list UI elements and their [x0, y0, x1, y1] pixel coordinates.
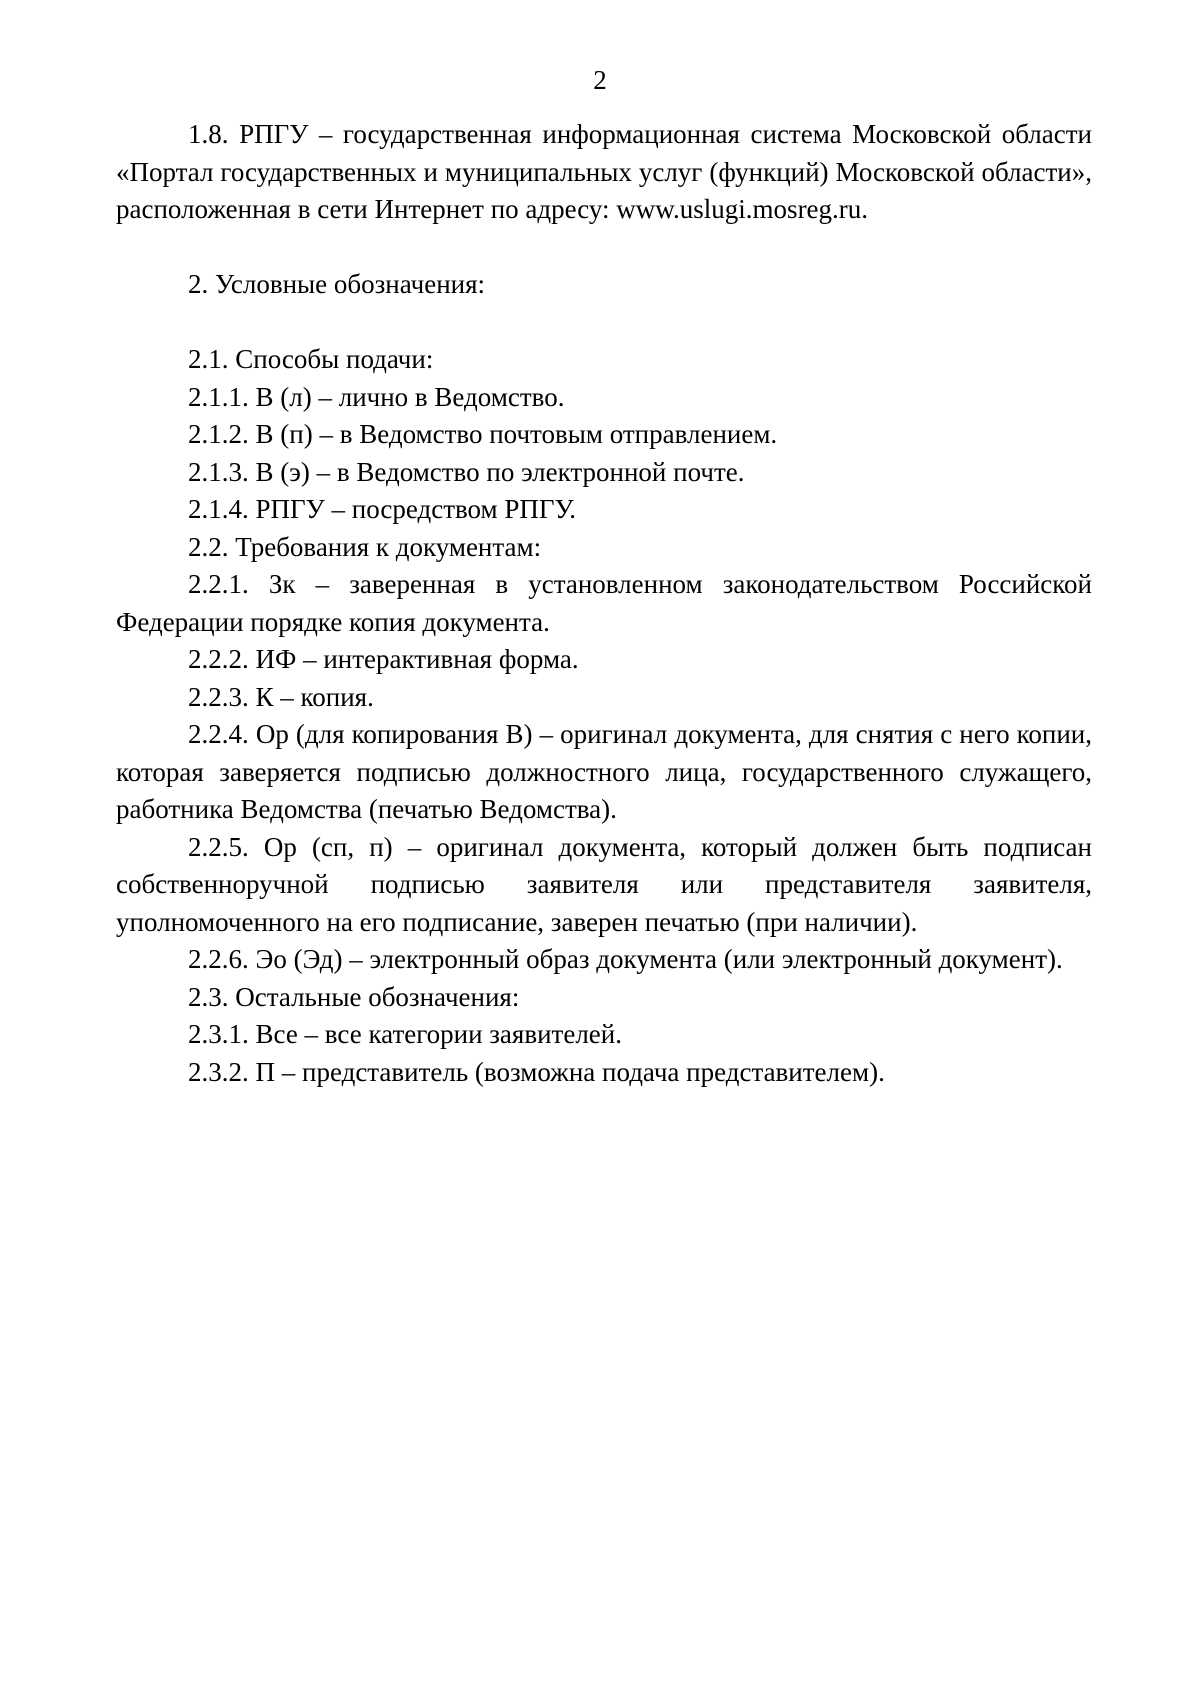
paragraph-2-1-1: 2.1.1. В (л) – лично в Ведомство.	[188, 381, 565, 412]
paragraph-2-1-4: 2.1.4. РПГУ – посредством РПГУ.	[188, 494, 576, 524]
paragraph-2-1: 2.1. Способы подачи:	[188, 344, 434, 374]
paragraph-2-2-3: 2.2.3. К – копия.	[188, 681, 374, 712]
blank-line	[116, 229, 1092, 267]
paragraph-2-2-5: 2.2.5. Ор (сп, п) – оригинал документа, который должен быть подписан собственноручной подписью заявителя или представителя заявителя, уполномоченного на его подписание, заверен печатью (при наличии).	[116, 831, 1092, 937]
blank-line	[116, 304, 1092, 342]
section-heading-2: 2. Условные обозначения:	[188, 269, 486, 299]
paragraph-2-2-6: 2.2.6. Эо (Эд) – электронный образ документа (или электронный документ).	[188, 944, 1063, 974]
paragraph-2-2-1: 2.2.1. Зк – заверенная в установленном законодательством Российской Федерации порядке копия документа.	[116, 569, 1092, 637]
paragraph-2-1-2: 2.1.2. В (п) – в Ведомство почтовым отправлением.	[188, 419, 778, 449]
paragraph-2-3: 2.3. Остальные обозначения:	[188, 981, 520, 1012]
paragraph-2-2-2: 2.2.2. ИФ – интерактивная форма.	[188, 644, 579, 674]
page-number: 2	[593, 65, 607, 95]
paragraph-1-8: 1.8. РПГУ – государственная информационная система Московской области «Портал государственных и муниципальных услуг (функций) Московской области», расположенная в сети Интернет по адресу: www.uslugi.mosreg.ru.	[116, 119, 1092, 224]
paragraph-2-1-3: 2.1.3. В (э) – в Ведомство по электронной почте.	[188, 456, 745, 487]
document-body	[116, 116, 1092, 1091]
paragraph-2-3-1: 2.3.1. Все – все категории заявителей.	[188, 1019, 622, 1049]
paragraph-2-3-2: 2.3.2. П – представитель (возможна подача представителем).	[188, 1056, 885, 1087]
paragraph-2-2-4: 2.2.4. Ор (для копирования В) – оригинал документа, для снятия с него копии, которая заверяется подписью должностного лица, государственного служащего, работника Ведомства (печатью Ведомства).	[116, 719, 1092, 824]
paragraph-2-2: 2.2. Требования к документам:	[188, 531, 542, 562]
